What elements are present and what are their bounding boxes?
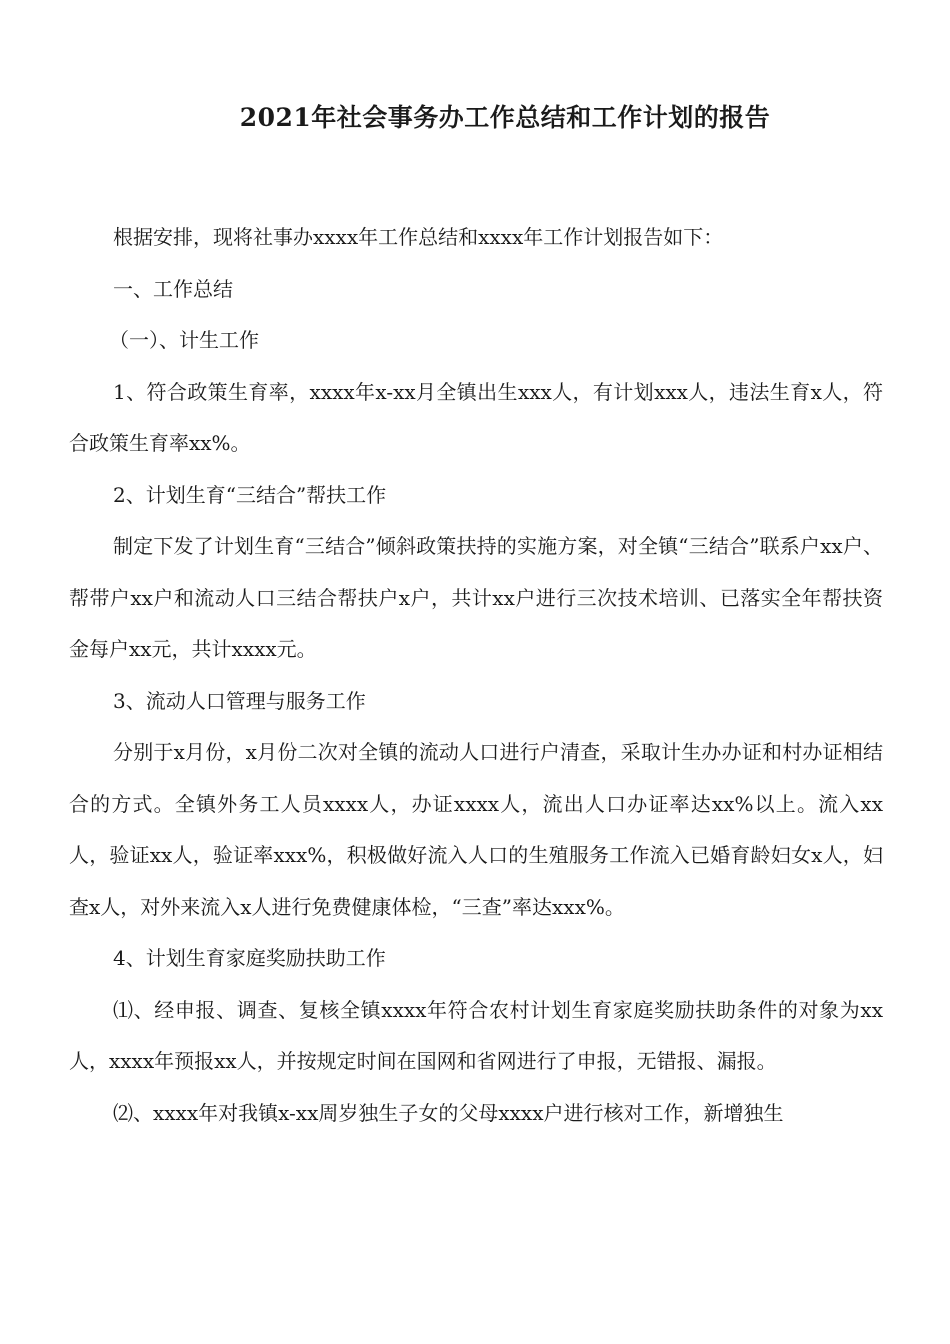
heading-item-4: 4、计划生育家庭奖励扶助工作 [113, 946, 386, 970]
paragraph-item-2: 制定下发了计划生育“三结合”倾斜政策扶持的实施方案，对全镇“三结合”联系户xx户、帮带户xx户和流动人口三结合帮扶户x户，共计xx户进行三次技术培训、已落实全年帮扶资金每户xx元，共计xxxx元。 [69, 534, 883, 661]
paragraph-item-4-1: ⑴、经申报、调查、复核全镇xxxx年符合农村计划生育家庭奖励扶助条件的对象为xx人，xxxx年预报xx人，并按规定时间在国网和省网进行了申报，无错报、漏报。 [69, 997, 883, 1073]
paragraph-item-4-2: ⑵、xxxx年对我镇x-xx周岁独生子女的父母xxxx户进行核对工作，新增独生 [113, 1100, 784, 1125]
heading-work-summary: 一、工作总结 [113, 276, 233, 301]
document-body [69, 212, 883, 1139]
heading-item-2: 2、计划生育“三结合”帮扶工作 [113, 482, 387, 507]
document-title: 2021年社会事务办工作总结和工作计划的报告 [239, 103, 771, 132]
heading-family-planning: （一）、计生工作 [109, 328, 259, 352]
paragraph-intro: 根据安排，现将社事办xxxx年工作总结和xxxx年工作计划报告如下： [113, 225, 724, 249]
heading-item-3: 3、流动人口管理与服务工作 [113, 688, 366, 713]
paragraph-item-1: 1、符合政策生育率，xxxx年x-xx月全镇出生xxx人，有计划xxx人，违法生育x人，符合政策生育率xx%。 [69, 379, 883, 455]
paragraph-item-3: 分别于x月份，x月份二次对全镇的流动人口进行户清查，采取计生办办证和村办证相结合的方式。全镇外务工人员xxxx人，办证xxxx人，流出人口办证率达xx%以上。流入xx人，验证xx人，验证率xxx%，积极做好流入人口的生殖服务工作流入已婚育龄妇女x人，妇查x人，对外来流入x人进行免费健康体检，“三查”率达xxx%。 [69, 740, 883, 919]
